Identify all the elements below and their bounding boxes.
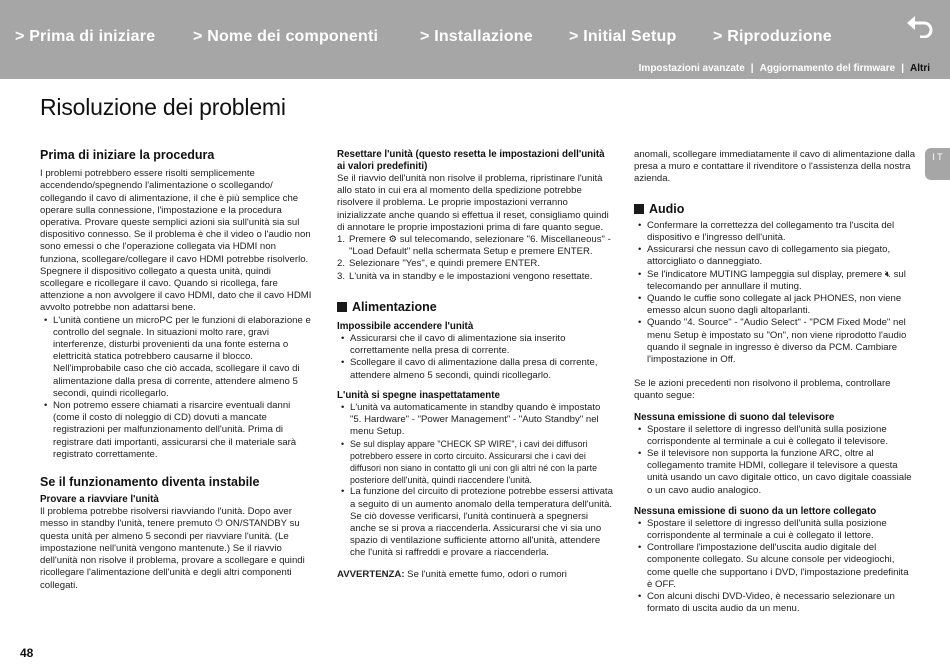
heading-impossibile-accendere: Impossibile accendere l'unità [337, 321, 474, 333]
sub-navigation [639, 63, 930, 74]
spegne-list [337, 402, 614, 560]
page-number: 48 [20, 646, 34, 660]
audio-list [634, 220, 916, 366]
intro-paragraph: I problemi potrebbero essere risolti semplicemente accendendo/spegnendo l'alimentazione o scollegando/ collegando il cavo di alimentazione, il che è più semplice che operare sulla connessione, l'impostazione e la procedura operativa. Provare queste semplici azioni sia sull'unità sia sul dispositivo connesso. Se il problema è che il video o l'audio non sono emessi o che l'operazione collegata via HDMI non funziona, scollegare/collegare il cavo HDMI potrebbe risolverlo. Spegnere il dispositivo collegato a questa unità, quindi scollegare e ricollegare il cavo. Quando si ricollega, fare attenzione a non avvolgere il cavo HDMI, dato che il cavo HDMI avvolto potrebbe non adattarsi bene. [40, 168, 312, 314]
heading-lettore: Nessuna emissione di suono da un lettore collegato [634, 505, 877, 517]
riavviare-paragraph: Il problema potrebbe risolversi riavviando l'unità. Dopo aver messo in standby l'unità, tenere premuto ⏻ ON/STANDBY su questa unità per almeno 5 secondi per riavviare l'unità. (Le impostazione nell'unità vengono mantenute.) Se il riavvio dell'unità non risolve il problema, provare a scollegare e quindi ricollegare l'alimentazione dell'unità e degli altri componenti collegati. [40, 506, 305, 591]
heading-alimentazione: Alimentazione [337, 301, 614, 313]
list-item: • Assicurarsi che il cavo di alimentazione sia inserito correttamente nella presa di corrente. [337, 333, 614, 357]
setup-gear-icon: ⚙ [388, 234, 398, 246]
list-item: • Spostare il selettore di ingresso dell'unità sulla posizione corrispondente al terminale a cui è collegato il lettore. [634, 518, 916, 542]
list-item: 1. Premere ⚙ sul telecomando, selezionare "6. Miscellaneous" - "Load Default" nella schermata Setup e premere ENTER. [337, 234, 611, 258]
reset-steps [337, 234, 614, 283]
nav-initial-setup[interactable]: > Initial Setup [569, 28, 677, 45]
list-item: • L'unità va automaticamente in standby quando è impostato "5. Hardware" - "Power Management" - "Auto Standby" nel menu Setup. [337, 402, 614, 439]
list-item: 3. L'unità va in standby e le impostazioni vengono resettate. [337, 270, 593, 282]
list-item: • Quando "4. Source" - "Audio Select" - "PCM Fixed Mode" nel menu Setup è impostato su "On", non viene riprodotto l'audio quando il segnale in ingresso è diverso da PCM. Cambiare l'impostazione in Off. [634, 317, 916, 366]
televisore-list [634, 424, 916, 497]
list-item: • Quando le cuffie sono collegate al jack PHONES, non viene emesso alcun suono dagli altoparlanti. [634, 293, 916, 317]
heading-si-spegne: L'unità si spegne inaspettatamente [337, 389, 500, 401]
heading-prima-di-iniziare: Prima di iniziare la procedura [40, 148, 215, 162]
heading-audio: Audio [634, 203, 916, 215]
nav-prima-di-iniziare[interactable]: > Prima di iniziare [15, 28, 156, 45]
list-item: • Se il televisore non supporta la funzione ARC, oltre al collegamento tramite HDMI, collegare il televisore a questa unità usando un cavo digitale ottico, un cavo digitale coassiale o un cavo audio analogico. [634, 448, 916, 497]
list-item: • Scollegare il cavo di alimentazione dalla presa di corrente, attendere almeno 5 secondi, quindi ricollegarlo. [337, 357, 614, 381]
heading-riavviare: Provare a riavviare l'unità [40, 494, 159, 506]
subnav-separator: | [901, 63, 904, 74]
subnav-aggiornamento-firmware[interactable]: Aggiornamento del firmware [759, 63, 896, 74]
list-item: • Confermare la correttezza del collegamento tra l'uscita del dispositivo e l'ingresso dell'unità. [634, 220, 916, 244]
lettore-list [634, 518, 916, 616]
heading-funzionamento-instabile: Se il funzionamento diventa instabile [40, 475, 260, 490]
heading-reset: Resettare l'unità (questo resetta le impostazioni dell'unità ai valori predefiniti) [337, 149, 605, 172]
list-item: • Se l'indicatore MUTING lampeggia sul display, premere 🔇︎ sul telecomando per annullare il muting. [634, 269, 916, 293]
accendere-list [337, 333, 614, 382]
column-3 [634, 149, 916, 616]
list-item: • Non potremo essere chiamati a risarcire eventuali danni (come il costo di noleggio di CD) dovuti a mancate registrazioni per malfunzionamento dell'unità. Prima di registrare dati importanti, assicurarsi che il materiale sarà registrato correttamente. [40, 400, 314, 461]
power-icon: ⏻ [215, 518, 223, 530]
nav-nome-dei-componenti[interactable]: > Nome dei componenti [193, 28, 379, 45]
intro-bullet-list [40, 315, 314, 461]
list-item: • Se sul display appare "CHECK SP WIRE", i cavi dei diffusori potrebbero essere in corto circuito. Assicurarsi che i cavi dei diffusori non siano in contatto gli uni con gli altri né con la parte posteriore dell'unità, quindi riaccendere l'unità. [337, 438, 614, 486]
column-2 [337, 149, 614, 581]
muting-speaker-icon: 🔇︎ [884, 268, 891, 280]
page-title: Risoluzione dei problemi [40, 94, 286, 120]
list-item: • Spostare il selettore di ingresso dell'unità sulla posizione corrispondente al terminale a cui è collegato il televisore. [634, 424, 916, 448]
back-arrow-icon[interactable] [906, 10, 936, 38]
column-1 [40, 149, 314, 592]
avvertenza-paragraph: AVVERTENZA: Se l'unità emette fumo, odori o rumori [337, 568, 567, 580]
list-item: • La funzione del circuito di protezione potrebbe essersi attivata a seguito di un aumento anomalo della temperatura dell'unità. Se ciò dovesse verificarsi, l'unità continuerà a spegnersi anche se si prova a riaccenderla. Assicurarsi che vi sia uno spazio di ventilazione sufficiente attorno all'unità, attendere che l'unità si raffreddi e provare a riaccenderla. [337, 486, 614, 559]
top-navigation-bar [0, 0, 950, 79]
subnav-separator: | [750, 63, 754, 74]
language-side-tab[interactable]: I T [925, 148, 950, 180]
heading-televisore: Nessuna emissione di suono dal televisore [634, 411, 835, 423]
avvertenza-continuation: anomali, scollegare immediatamente il cavo di alimentazione dalla presa a muro e contattare il rivenditore o l'assistenza della nostra azienda. [634, 149, 916, 185]
list-item: • Controllare l'impostazione dell'uscita audio digitale del componente collegato. Su alcune console per videogiochi, come quelle che supportano i DVD, l'impostazione predefinita è OFF. [634, 542, 916, 591]
subnav-impostazioni-avanzate[interactable]: Impostazioni avanzate [638, 63, 745, 74]
azioni-paragraph: Se le azioni precedenti non risolvono il problema, controllare quanto segue: [634, 378, 891, 402]
list-item: • Con alcuni dischi DVD-Video, è necessario selezionare un formato di uscita audio da un menu. [634, 591, 916, 615]
reset-paragraph: Se il riavvio dell'unità non risolve il problema, ripristinare l'unità allo stato in cui era al momento della spedizione potrebbe risolvere il problema. Le proprie impostazioni verranno inizializzate anche quando si effettua il reset, consigliamo quindi di annotare le proprie impostazioni prima di fare quanto segue. [337, 173, 609, 233]
nav-riproduzione[interactable]: > Riproduzione [713, 28, 832, 45]
list-item: 2. Selezionare "Yes", e quindi premere ENTER. [337, 258, 540, 270]
list-item: • L'unità contiene un microPC per le funzioni di elaborazione e controllo del segnale. In situazioni molto rare, gravi interferenze, disturbi provenienti da una fonte esterna o elettricità statica potrebbero causarne il blocco. Nell'improbabile caso che ciò accada, scollegare il cavo di alimentazione dalla presa di corrente, attendere almeno 5 secondi, quindi ricollegarlo. [40, 315, 314, 400]
nav-installazione[interactable]: > Installazione [420, 28, 533, 45]
subnav-altri[interactable]: Altri [910, 63, 930, 74]
list-item: • Assicurarsi che nessun cavo di collegamento sia piegato, attorcigliato o danneggiato. [634, 244, 916, 268]
